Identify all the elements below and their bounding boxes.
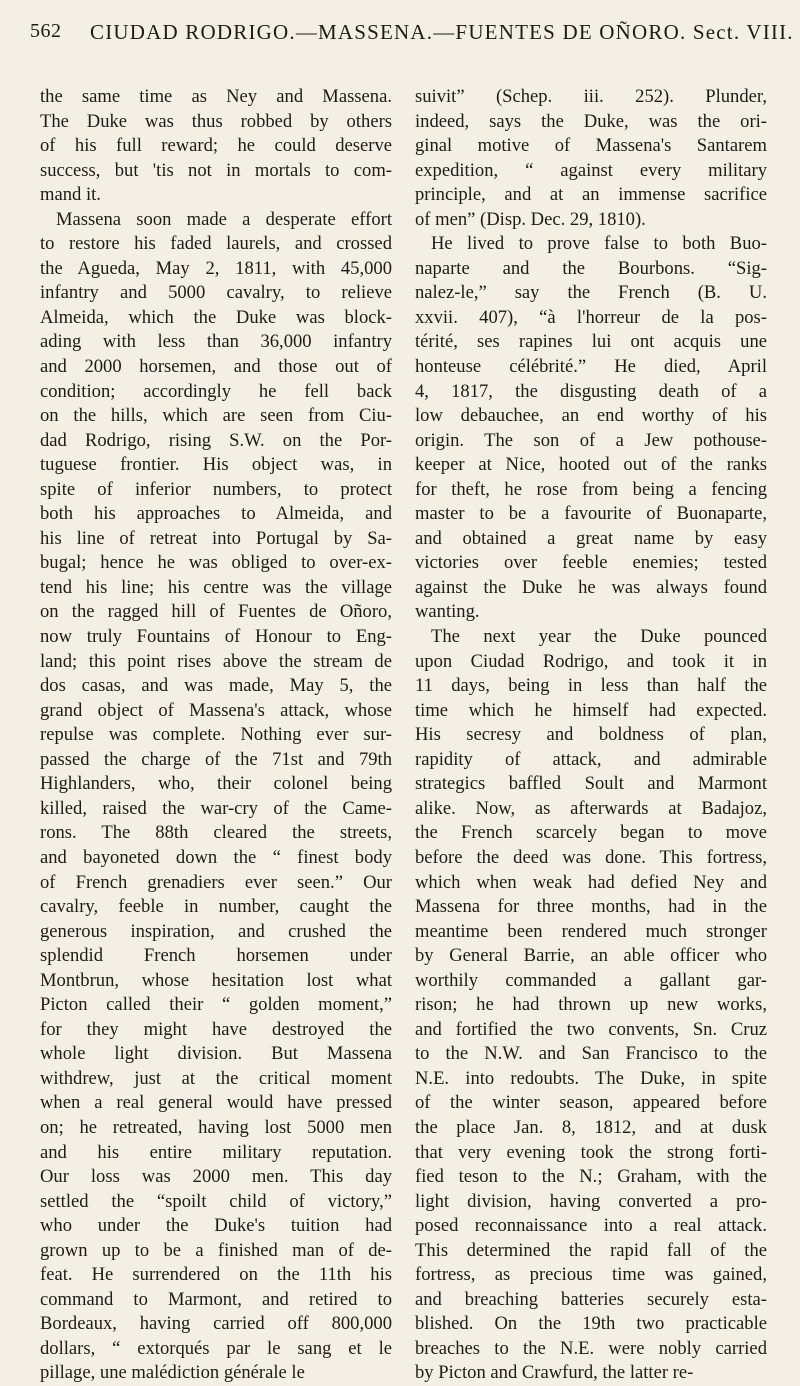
left-column-line-17: spite of inferior numbers, to protect [40,478,392,500]
left-column-line-34: cavalry, feeble in number, caught the [40,896,392,918]
left-column-line-24: land; this point rises above the stream de [40,650,392,672]
left-column-line-7: to restore his faded laurels, and crossed [40,233,392,255]
left-column-line-33: of French grenadiers ever seen.” Our [40,871,392,893]
left-column-line-50: command to Marmont, and retired to [40,1288,392,1310]
right-column-line-43: the place Jan. 8, 1812, and at dusk [415,1116,767,1138]
right-column-line-23: The next year the Duke pounced [431,626,767,648]
right-column-line-41: N.E. into redoubts. The Duke, in spite [415,1067,767,1089]
right-column-line-31: the French scarcely began to move [415,822,767,844]
left-column-line-13: condition; accordingly he fell back [40,380,392,402]
left-column-line-36: splendid French horsemen under [40,945,392,967]
left-column-line-46: settled the “spoilt child of victory,” [40,1190,392,1212]
right-column-line-27: His secresy and boldness of plan, [415,724,767,746]
left-column-line-51: Bordeaux, having carried off 800,000 [40,1313,392,1335]
right-column-line-2: indeed, says the Duke, was the ori- [415,110,767,132]
left-column-line-15: dad Rodrigo, rising S.W. on the Por- [40,429,392,451]
left-column-line-30: killed, raised the war-cry of the Came- [40,797,392,819]
left-column-line-32: and bayoneted down the “ finest body [40,846,392,868]
right-column-line-46: light division, having converted a pro- [415,1190,767,1212]
right-column-line-35: meantime been rendered much stronger [415,920,767,942]
left-column-line-23: now truly Fountains of Honour to Eng- [40,626,392,648]
right-column-line-44: that very evening took the strong forti- [415,1141,767,1163]
right-column-line-16: keeper at Nice, hooted out of the ranks [415,454,767,476]
right-column-line-29: strategics baffled Soult and Marmont [415,773,767,795]
right-column-line-52: breaches to the N.E. were nobly carried [415,1337,767,1359]
left-column-line-28: passed the charge of the 71st and 79th [40,748,392,770]
left-column-line-26: grand object of Massena's attack, whose [40,699,392,721]
page-number: 562 [30,20,62,42]
left-column-line-47: who under the Duke's tuition had [40,1215,392,1237]
left-text-column [40,85,392,1386]
right-column-line-9: nalez-le,” say the French (B. U. [415,282,767,304]
left-column-line-9: infantry and 5000 cavalry, to relieve [40,282,392,304]
right-column-line-39: and fortified the two convents, Sn. Cruz [415,1018,767,1040]
left-column-line-18: both his approaches to Almeida, and [40,503,392,525]
right-column-line-30: alike. Now, as afterwards at Badajoz, [415,797,767,819]
left-column-line-5: mand it. [40,184,101,206]
right-column-line-49: fortress, as precious time was gained, [415,1264,767,1286]
left-column-line-37: Montbrun, whose hesitation lost what [40,969,392,991]
left-column-line-45: Our loss was 2000 men. This day [40,1166,392,1188]
right-column-line-11: térité, ses rapines lui ont acquis une [415,331,767,353]
right-column-line-17: for theft, he rose from being a fencing [415,478,767,500]
right-column-line-28: rapidity of attack, and admirable [415,748,767,770]
right-column-line-5: principle, and at an immense sacrifice [415,184,767,206]
right-column-line-48: This determined the rapid fall of the [415,1239,767,1261]
left-column-line-40: whole light division. But Massena [40,1043,392,1065]
right-column-line-3: ginal motive of Massena's Santarem [415,135,767,157]
right-column-line-22: wanting. [415,601,480,623]
right-column-line-36: by General Barrie, an able officer who [415,945,767,967]
left-column-line-43: on; he retreated, having lost 5000 men [40,1116,392,1138]
left-column-line-25: dos casas, and was made, May 5, the [40,675,392,697]
right-column-line-32: before the deed was done. This fortress, [415,846,767,868]
left-column-line-44: and his entire military reputation. [40,1141,392,1163]
right-column-line-19: and obtained a great name by easy [415,527,767,549]
left-column-line-48: grown up to be a finished man of de- [40,1239,392,1261]
right-column-line-7: He lived to prove false to both Buo- [431,233,767,255]
right-column-line-1: suivit” (Schep. iii. 252). Plunder, [415,86,767,107]
left-column-line-31: rons. The 88th cleared the streets, [40,822,392,844]
left-column-line-16: tuguese frontier. His object was, in [40,454,392,476]
right-column-line-53: by Picton and Crawfurd, the latter re- [415,1362,694,1384]
right-column-line-25: 11 days, being in less than half the [415,675,767,697]
right-column-line-20: victories over feeble enemies; tested [415,552,767,574]
left-column-line-29: Highlanders, who, their colonel being [40,773,392,795]
left-column-line-39: for they might have destroyed the [40,1018,392,1040]
right-column-line-47: posed reconnaissance into a real attack. [415,1215,767,1237]
right-column-line-13: 4, 1817, the disgusting death of a [415,380,767,402]
right-column-line-4: expedition, “ against every military [415,159,767,181]
left-column-line-41: withdrew, just at the critical moment [40,1067,392,1089]
right-column-line-18: master to be a favourite of Buonaparte, [415,503,767,525]
left-column-line-12: and 2000 horsemen, and those out of [40,356,392,378]
left-column-line-35: generous inspiration, and crushed the [40,920,392,942]
right-column-line-15: origin. The son of a Jew pothouse- [415,429,767,451]
right-column-line-6: of men” (Disp. Dec. 29, 1810). [415,208,646,230]
left-column-line-52: dollars, “ extorqués par le sang et le [40,1337,392,1359]
left-column-line-2: The Duke was thus robbed by others [40,110,392,132]
left-column-line-3: of his full reward; he could deserve [40,135,392,157]
right-column-line-34: Massena for three months, had in the [415,896,767,918]
left-column-line-4: success, but 'tis not in mortals to com- [40,159,392,181]
right-column-line-26: time which he himself had expected. [415,699,767,721]
left-column-line-6: Massena soon made a desperate effort [56,208,392,230]
right-column-line-51: blished. On the 19th two practicable [415,1313,767,1335]
left-column-line-8: the Agueda, May 2, 1811, with 45,000 [40,257,392,279]
left-column-line-14: on the hills, which are seen from Ciu- [40,405,392,427]
page-header [30,20,794,56]
running-title: CIUDAD RODRIGO.—MASSENA.—FUENTES DE OÑORO. Sect. VIII. [90,20,794,44]
left-column-line-10: Almeida, which the Duke was block- [40,306,392,328]
right-column-line-21: against the Duke he was always found [415,576,767,598]
left-column-line-21: tend his line; his centre was the village [40,576,392,598]
right-column-line-45: fied teson to the N.; Graham, with the [415,1166,767,1188]
right-column-line-10: xxvii. 407), “à l'horreur de la pos- [415,306,767,328]
left-column-line-42: when a real general would have pressed [40,1092,392,1114]
right-column-line-14: low debauchee, an end worthy of his [415,405,767,427]
left-column-line-1: the same time as Ney and Massena. [40,86,392,107]
right-column-line-40: to the N.W. and San Francisco to the [415,1043,767,1065]
right-text-column [415,85,767,1386]
left-column-line-27: repulse was complete. Nothing ever sur- [40,724,392,746]
left-column-line-20: bugal; hence he was obliged to over-ex- [40,552,392,574]
right-column-line-38: rison; he had thrown up new works, [415,994,767,1016]
left-column-line-11: ading with less than 36,000 infantry [40,331,392,353]
left-column-line-49: feat. He surrendered on the 11th his [40,1264,392,1286]
right-column-line-50: and breaching batteries securely esta- [415,1288,767,1310]
left-column-line-53: pillage, une malédiction générale le [40,1362,305,1384]
right-column-line-12: honteuse célébrité.” He died, April [415,356,767,378]
left-column-line-38: Picton called their “ golden moment,” [40,994,392,1016]
right-column-line-8: naparte and the Bourbons. “Sig- [415,257,767,279]
right-column-line-24: upon Ciudad Rodrigo, and took it in [415,650,767,672]
left-column-line-19: his line of retreat into Portugal by Sa- [40,527,392,549]
right-column-line-37: worthily commanded a gallant gar- [415,969,767,991]
right-column-line-33: which when weak had defied Ney and [415,871,767,893]
right-column-line-42: of the winter season, appeared before [415,1092,767,1114]
left-column-line-22: on the ragged hill of Fuentes de Oñoro, [40,601,392,623]
